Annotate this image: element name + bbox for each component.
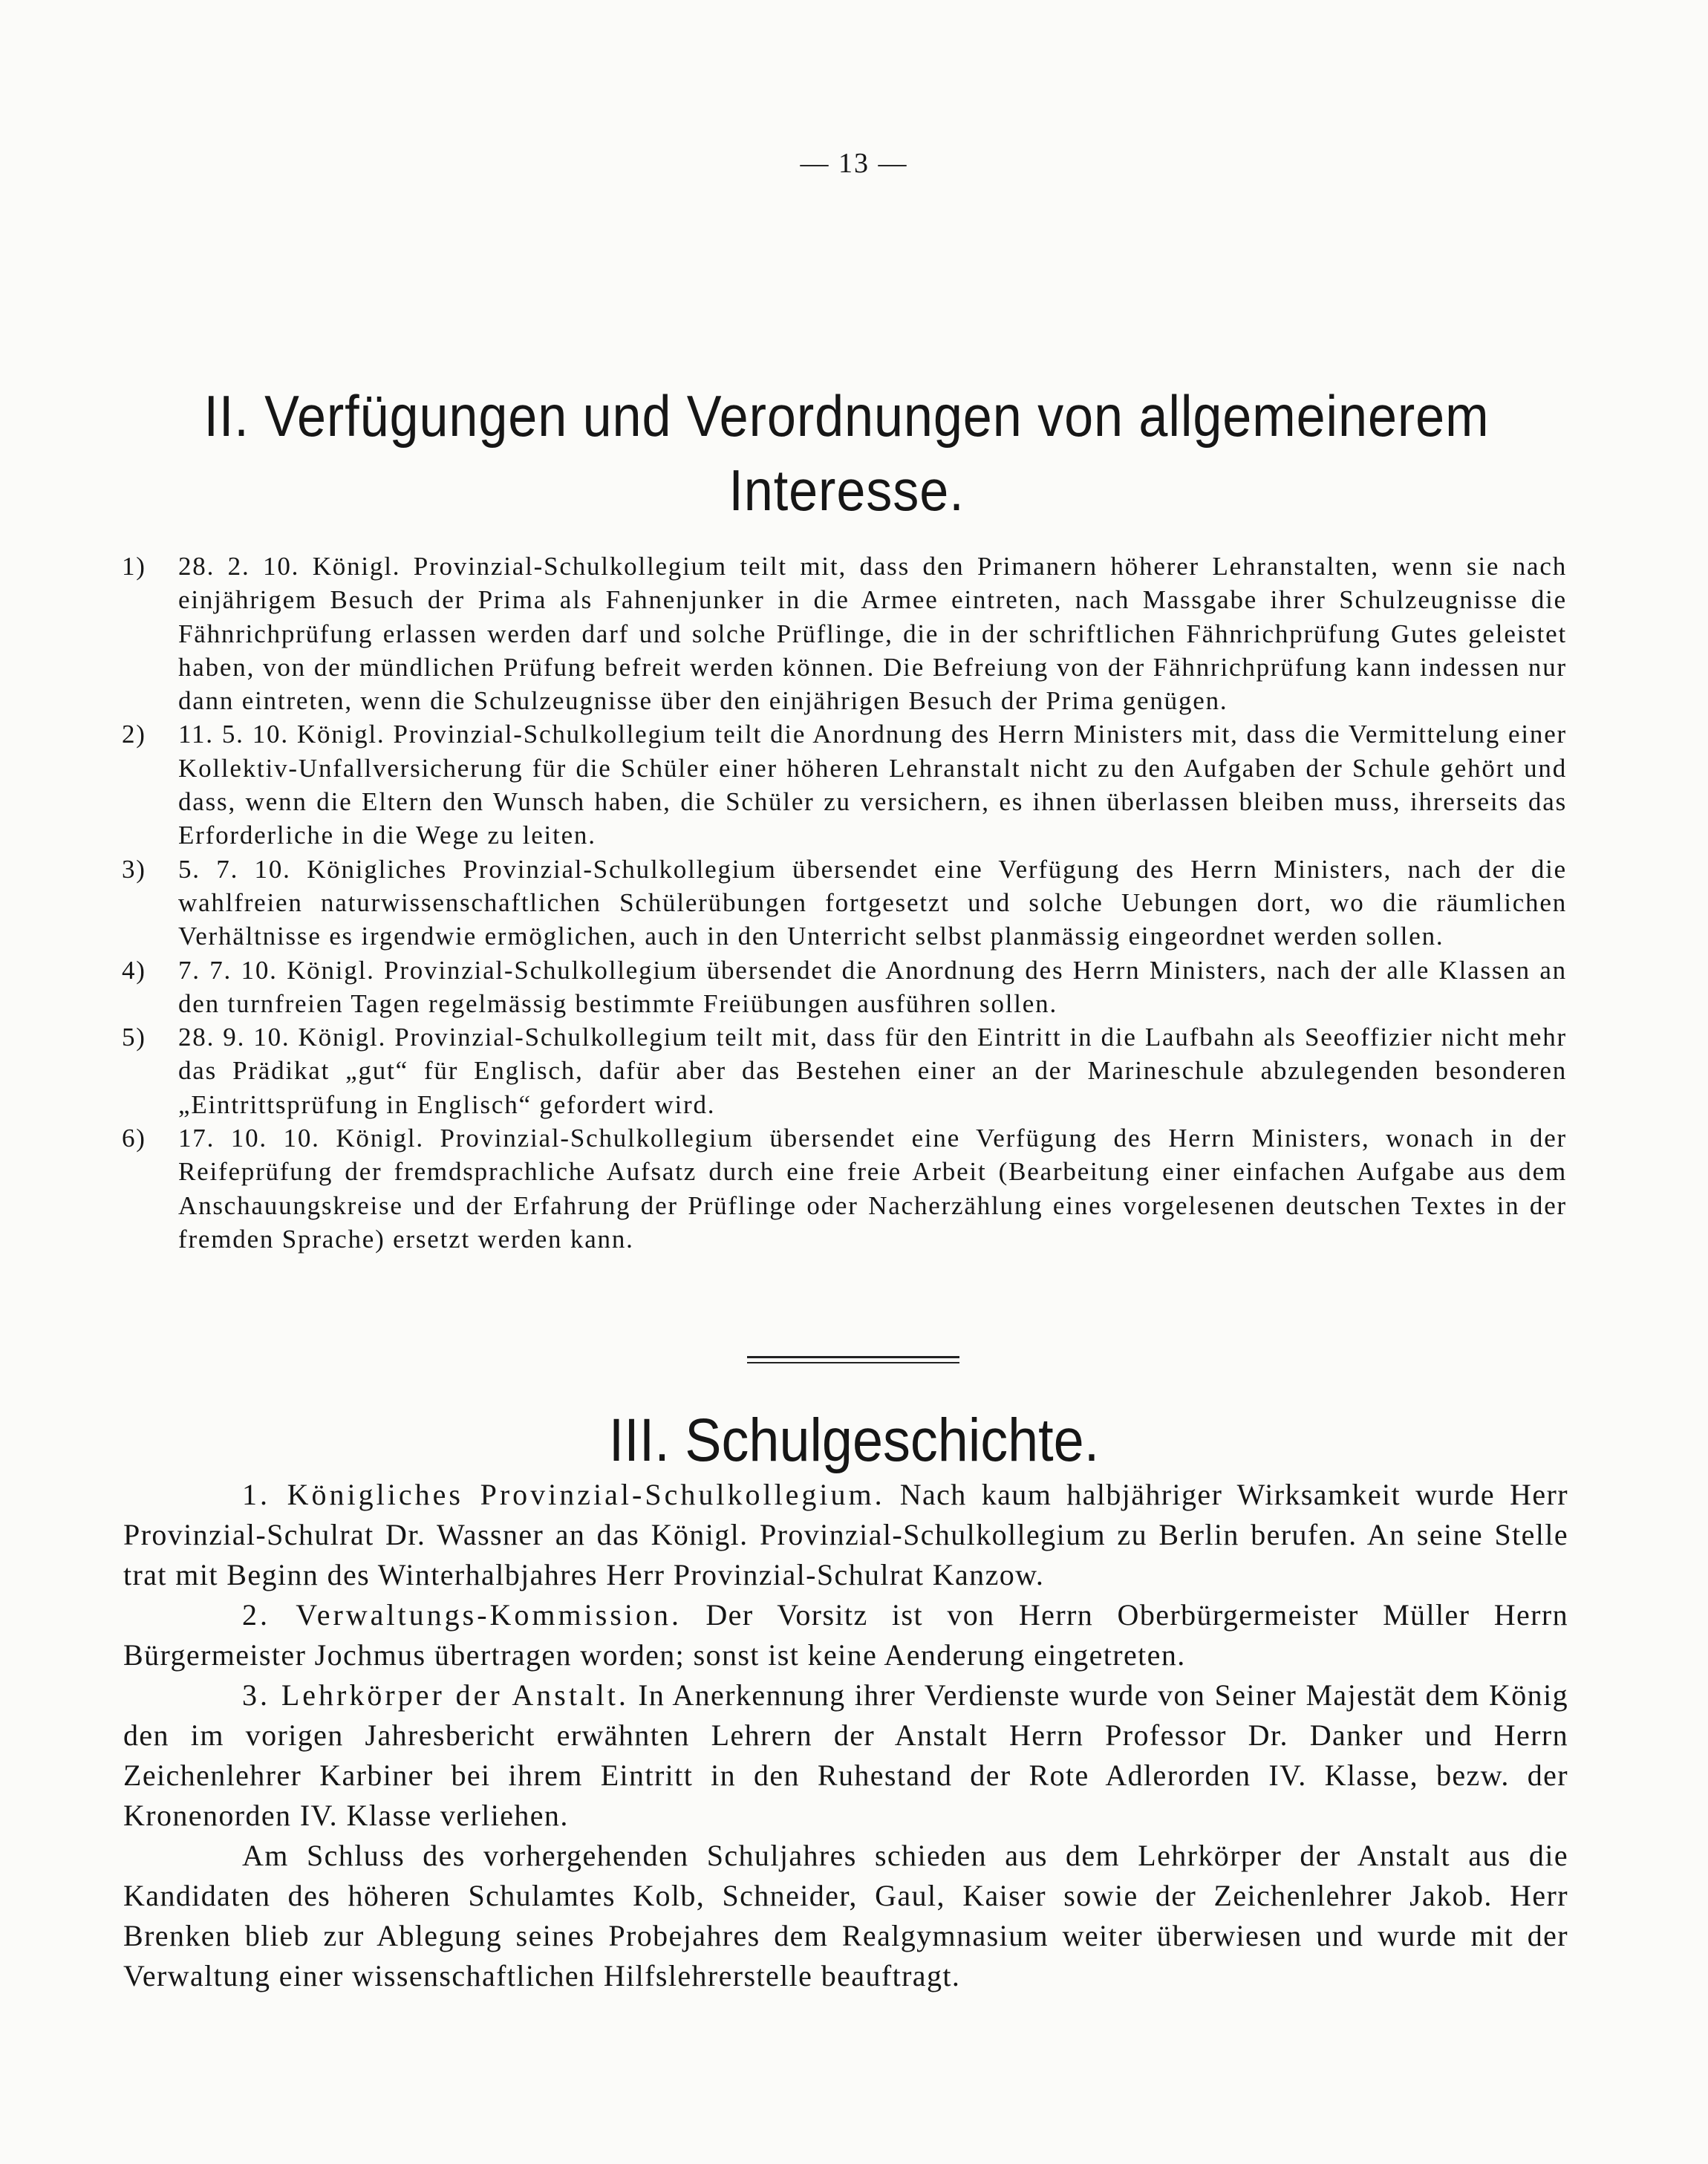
ordinance-item	[122, 853, 1567, 954]
history-paragraph	[123, 1595, 1568, 1675]
paragraph-lead: 2. Verwaltungs-Kommission.	[242, 1598, 682, 1632]
school-history	[123, 1475, 1568, 1996]
item-text: 28. 2. 10. Königl. Provinzial-Schulkollegium teilt mit, dass den Primanern höherer Lehranstalten, wenn sie nach einjährigem Besuch der Prima als Fahnenjunker in die Armee eintreten, nach Massgabe ihrer Schulzeugnisse die Fähnrichprüfung erlassen werden darf und solche Prüflinge, die in der schriftlichen Fähnrichprüfung Gutes geleistet haben, von der mündlichen Prüfung befreit werden können. Die Befreiung von der Fähnrichprüfung kann indessen nur dann eintreten, wenn die Schulzeugnisse über den einjährigen Besuch der Prima genügen.	[178, 552, 1567, 716]
item-number: 6)	[122, 1124, 146, 1153]
ordinance-list	[122, 550, 1567, 1256]
ordinance-item	[122, 550, 1567, 717]
item-number: 1)	[122, 552, 146, 581]
ordinance-item	[122, 954, 1567, 1021]
ordinance-item	[122, 717, 1567, 852]
item-text: 11. 5. 10. Königl. Provinzial-Schulkollegium teilt die Anordnung des Herrn Ministers mit, dass die Vermittelung einer Kollektiv-Unfallversicherung für die Schüler einer höheren Lehranstalt nicht zu den Aufgaben der Schule gehört und dass, wenn die Eltern den Wunsch haben, die Schüler zu versichern, es ihnen überlassen bleiben muss, ihrerseits das Erforderliche in die Wege zu leiten.	[178, 720, 1567, 850]
ordinance-item	[122, 1020, 1567, 1121]
item-number: 4)	[122, 955, 146, 985]
item-text: 17. 10. 10. Königl. Provinzial-Schulkollegium übersendet eine Verfügung des Herrn Ministers, wonach in der Reifeprüfung der fremdsprachliche Aufsatz durch eine freie Arbeit (Bearbeitung einer einfachen Aufgabe aus dem Anschauungskreise und der Erfahrung der Prüflinge oder Nacherzählung eines vorgelesenen deutschen Textes in der fremden Sprache) ersetzt werden kann.	[178, 1124, 1567, 1254]
paragraph-lead: 1. Königliches Provinzial-Schulkollegium.	[242, 1478, 885, 1511]
history-paragraph	[123, 1836, 1568, 1996]
history-paragraph	[123, 1475, 1568, 1595]
ordinance-item	[122, 1121, 1567, 1256]
item-text: 28. 9. 10. Königl. Provinzial-Schulkollegium teilt mit, dass für den Eintritt in die Laufbahn als Seeoffizier nicht mehr das Prädikat „gut“ für Englisch, dafür aber das Bestehen einer an der Marineschule abzulegenden besonderen „Eintrittsprüfung in Englisch“ gefordert wird.	[178, 1023, 1567, 1119]
item-text: 7. 7. 10. Königl. Provinzial-Schulkollegium übersendet die Anordnung des Herrn Ministers, nach der alle Klassen an den turnfreien Tagen regelmässig bestimmte Freiübungen ausführen sollen.	[178, 955, 1567, 1018]
item-number: 5)	[122, 1023, 146, 1052]
paragraph-text: Der Vorsitz ist von Herrn Oberbürgermeister Müller Herrn Bürgermeister Jochmus übertragen worden; sonst ist keine Aenderung eingetreten.	[123, 1598, 1569, 1672]
section-3-title: III. Schulgeschichte.	[608, 1407, 1100, 1474]
paragraph-text: In Anerkennung ihrer Verdienste wurde von Seiner Majestät dem König den im vorigen Jahresbericht erwähnten Lehrern der Anstalt Herrn Professor Dr. Danker und Herrn Zeichenlehrer Karbiner bei ihrem Eintritt in den Ruhestand der Rote Adlerorden IV. Klasse, bezw. der Kronenorden IV. Klasse verliehen.	[123, 1678, 1568, 1832]
paragraph-lead: 3. Lehrkörper der Anstalt.	[242, 1678, 629, 1712]
section-2-title: II. Verfügungen und Verordnungen von allgemeinerem Interesse.	[203, 383, 1490, 523]
item-number: 2)	[122, 720, 146, 749]
history-paragraph	[123, 1675, 1568, 1836]
page-number: — 13 —	[800, 148, 908, 179]
paragraph-text: Am Schluss des vorhergehenden Schuljahres schieden aus dem Lehrkörper der Anstalt aus die Kandidaten des höheren Schulamtes Kolb, Schneider, Gaul, Kaiser sowie der Zeichenlehrer Jakob. Herr Brenken blieb zur Ablegung seines Probejahres dem Realgymnasium weiter überwiesen und wurde mit der Verwaltung einer wissenschaftlichen Hilfslehrerstelle beauftragt.	[123, 1839, 1568, 1992]
section-divider	[747, 1356, 959, 1363]
item-number: 3)	[122, 854, 146, 884]
item-text: 5. 7. 10. Königliches Provinzial-Schulkollegium übersendet eine Verfügung des Herrn Ministers, nach der die wahlfreien naturwissenschaftlichen Schülerübungen fortgesetzt und solche Uebungen dort, wo die räumlichen Verhältnisse es irgendwie ermöglichen, auch in den Unterricht selbst planmässig eingeordnet werden sollen.	[178, 854, 1567, 951]
paragraph-text: Nach kaum halbjähriger Wirksamkeit wurde Herr Provinzial-Schulrat Dr. Wassner an das Königl. Provinzial-Schulkollegium zu Berlin berufen. An seine Stelle trat mit Beginn des Winterhalbjahres Herr Provinzial-Schulrat Kanzow.	[123, 1478, 1568, 1591]
